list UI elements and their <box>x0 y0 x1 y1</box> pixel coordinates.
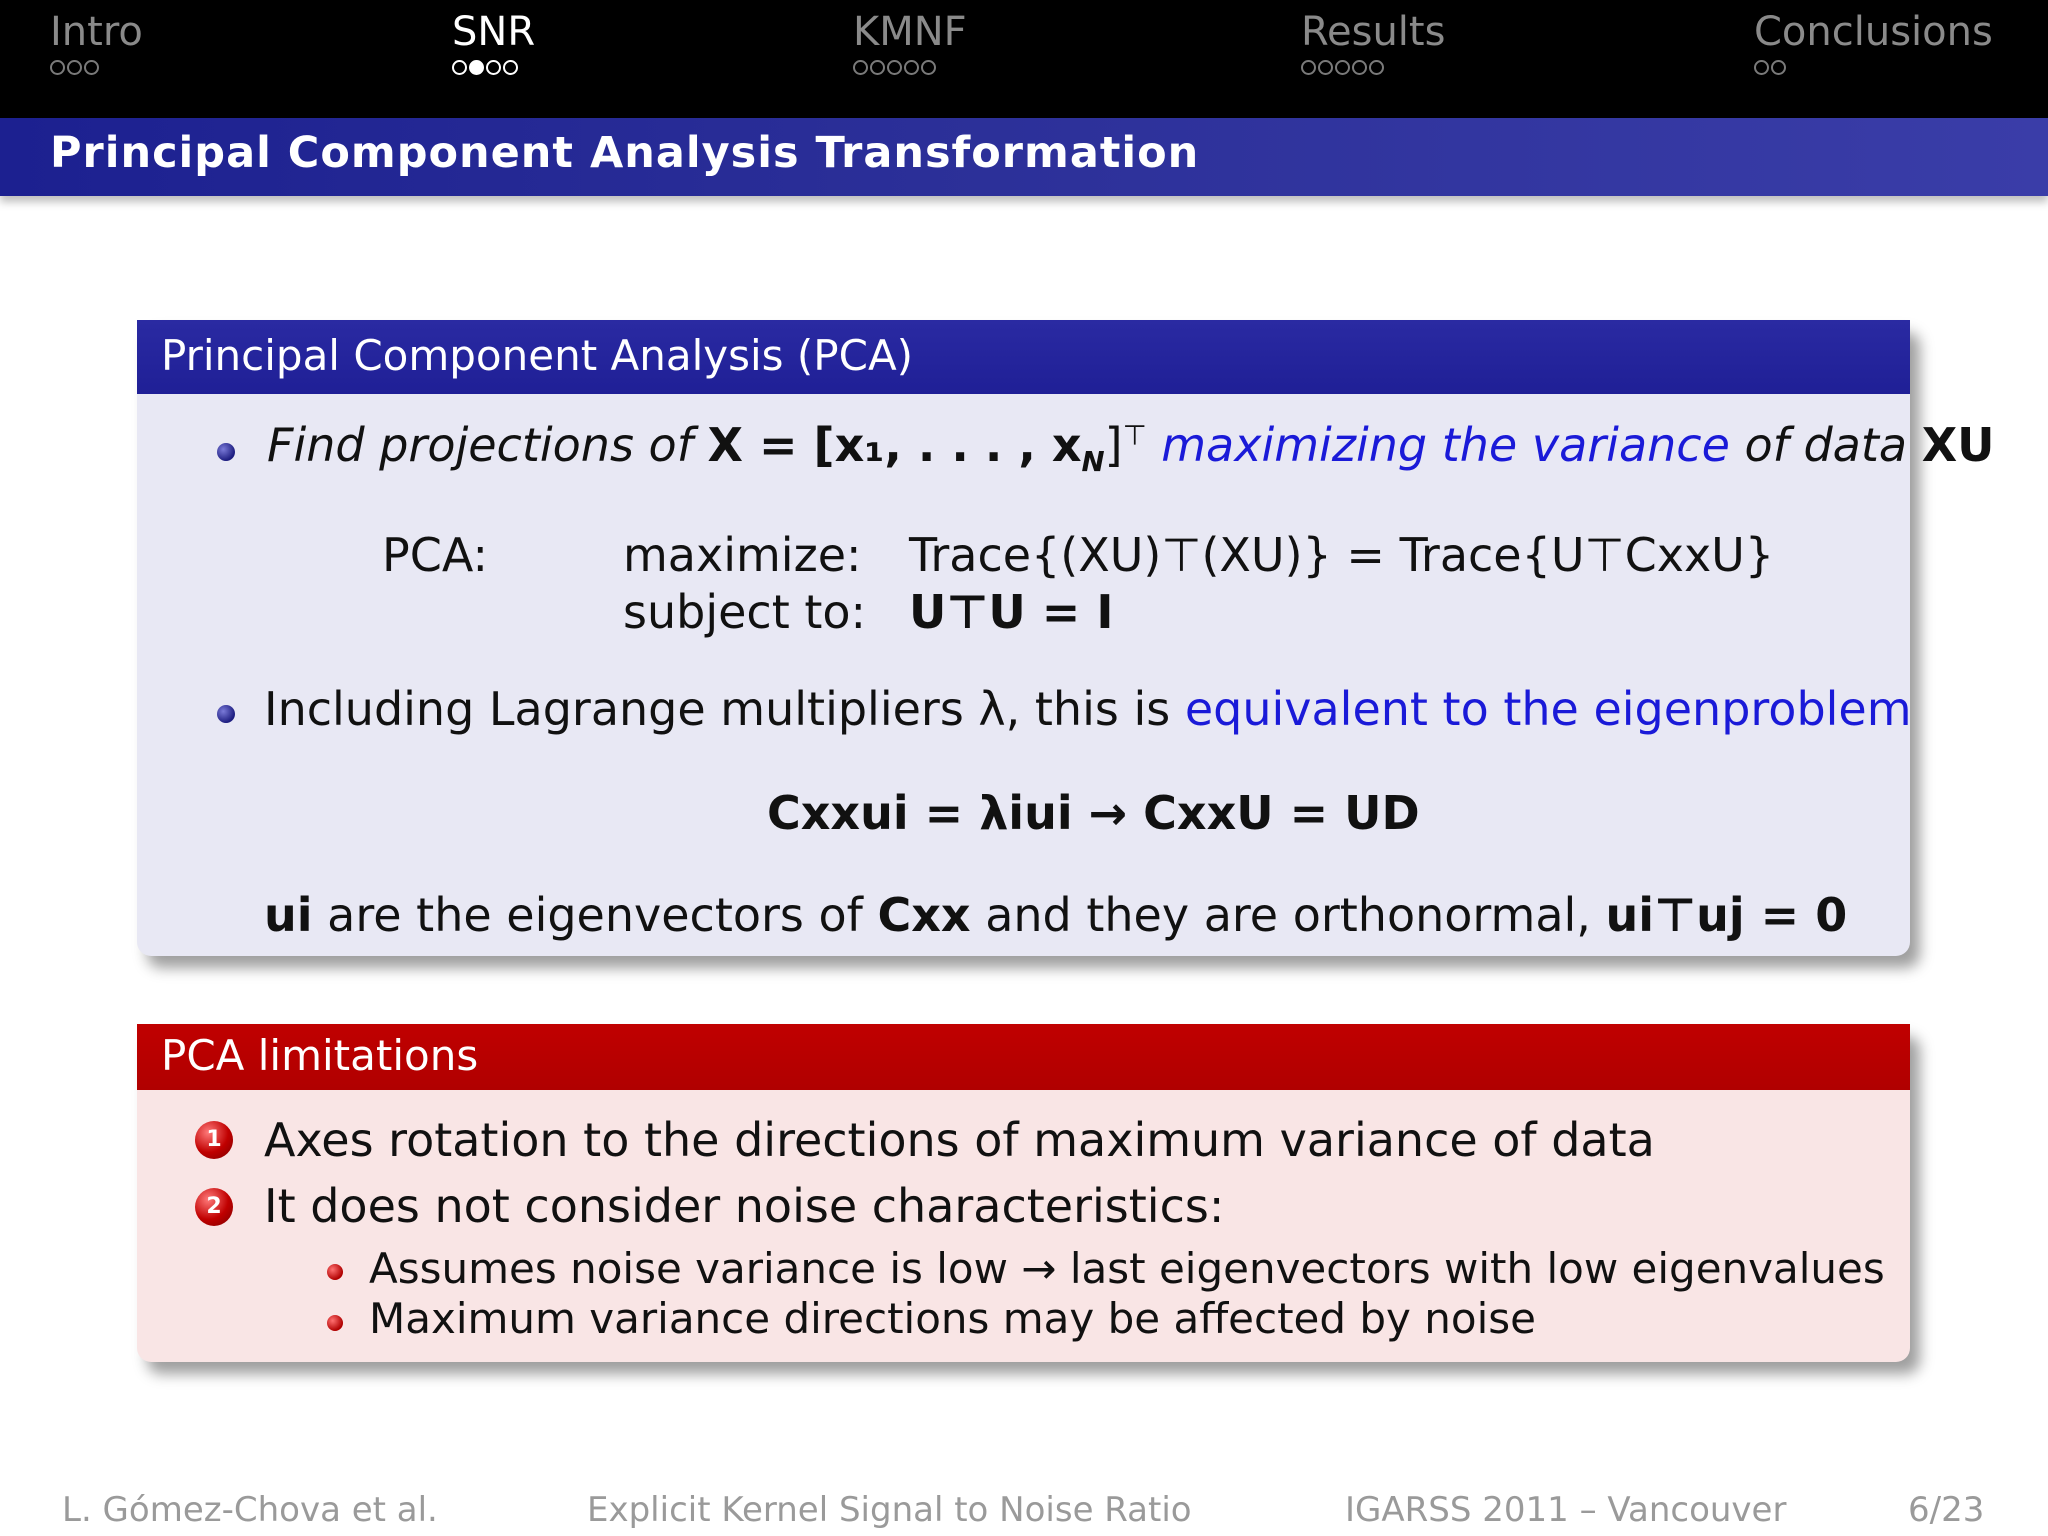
slide-dot[interactable] <box>1335 60 1350 75</box>
eigenvectors-text: are the eigenvectors of <box>327 888 863 942</box>
x-matrix-def: X = [x₁, . . . , x <box>707 418 1082 472</box>
nav-section-dots <box>1754 60 1993 75</box>
pca-block <box>137 320 1995 956</box>
xu-text: XU <box>1921 418 1995 472</box>
pca-block-title: Principal Component Analysis (PCA) <box>137 320 1910 394</box>
nav-section-title[interactable]: KMNF <box>853 9 967 55</box>
x-close: ] <box>1104 418 1123 472</box>
nav-section-results[interactable] <box>1301 6 1445 75</box>
slide-dot[interactable] <box>1318 60 1333 75</box>
nav-section-title[interactable]: Results <box>1301 9 1446 55</box>
slide-dot[interactable] <box>887 60 902 75</box>
eigenproblem-highlight: equivalent to the eigenproblem <box>1184 682 1912 736</box>
find-projections-text: Find projections of <box>267 418 693 472</box>
limitation-subitem-1: Assumes noise variance is low → last eigenvectors with low eigenvalues <box>369 1244 1885 1293</box>
orthonormal-text: and they are orthonormal, <box>985 888 1591 942</box>
slide-dot[interactable] <box>1771 60 1786 75</box>
limitation-subitem-2: Maximum variance directions may be affected by noise <box>369 1294 1536 1343</box>
section-navigation <box>0 0 2048 118</box>
orthonormal-expression: ui⊤uj = 0 <box>1605 888 1848 942</box>
nav-section-dots <box>50 60 143 75</box>
slide-dot[interactable] <box>503 60 518 75</box>
of-data-text: of data <box>1744 418 1908 472</box>
bullet-lagrange <box>264 681 1912 737</box>
transpose-symbol: ⊤ <box>1122 418 1147 452</box>
slide-dot[interactable] <box>50 60 65 75</box>
limitation-item-1: Axes rotation to the directions of maximum variance of data <box>264 1113 1655 1167</box>
nav-section-dots <box>452 60 535 75</box>
footer-page-number: 6/23 <box>1908 1490 1985 1530</box>
footer-title: Explicit Kernel Signal to Noise Ratio <box>587 1490 1192 1530</box>
nav-section-snr[interactable] <box>452 6 535 75</box>
orthonormal-note <box>264 887 1847 943</box>
frame-title-bar <box>0 118 2048 196</box>
nav-section-title[interactable]: SNR <box>452 9 536 55</box>
slide-dot[interactable] <box>870 60 885 75</box>
nav-section-title[interactable]: Conclusions <box>1754 9 1993 55</box>
nav-section-kmnf[interactable] <box>853 6 967 75</box>
slide-dot[interactable] <box>84 60 99 75</box>
slide-dot-current[interactable] <box>469 60 484 75</box>
frame-title: Principal Component Analysis Transformation <box>50 128 1200 178</box>
nav-section-dots <box>853 60 967 75</box>
footer-conference: IGARSS 2011 – Vancouver <box>1345 1490 1787 1530</box>
slide-dot[interactable] <box>452 60 467 75</box>
limitations-block <box>137 1024 1910 1362</box>
sub-bullet-icon <box>327 1315 343 1331</box>
cxx-symbol: Cxx <box>877 888 971 942</box>
slide-dot[interactable] <box>853 60 868 75</box>
ui-symbol: ui <box>264 888 313 942</box>
number-1-icon: 1 <box>195 1121 233 1159</box>
limitation-item-2: It does not consider noise characteristics: <box>264 1179 1225 1233</box>
slide-dot[interactable] <box>921 60 936 75</box>
slide-dot[interactable] <box>67 60 82 75</box>
bullet-find-projections <box>267 417 1995 479</box>
bullet-icon <box>217 705 235 723</box>
constraint-expression: U⊤U = I <box>909 585 1114 639</box>
slide-dot[interactable] <box>1369 60 1384 75</box>
slide-footer <box>0 1490 2048 1536</box>
limitations-block-title: PCA limitations <box>137 1024 1910 1090</box>
maximize-label: maximize: <box>623 528 862 582</box>
maximizing-variance-text: maximizing the variance <box>1161 418 1730 472</box>
footer-author: L. Gómez-Chova et al. <box>62 1490 438 1530</box>
nav-section-title[interactable]: Intro <box>50 9 143 55</box>
slide-dot[interactable] <box>1754 60 1769 75</box>
x-sub: N <box>1081 445 1105 479</box>
slide-dot[interactable] <box>486 60 501 75</box>
bullet-icon <box>217 443 235 461</box>
slide-dot[interactable] <box>1352 60 1367 75</box>
pca-label: PCA: <box>382 528 489 582</box>
nav-section-intro[interactable] <box>50 6 143 75</box>
nav-section-conclusions[interactable] <box>1754 6 1993 75</box>
objective-expression: Trace{(XU)⊤(XU)} = Trace{U⊤CxxU} <box>909 528 1775 582</box>
slide-dot[interactable] <box>1301 60 1316 75</box>
slide-dot[interactable] <box>904 60 919 75</box>
number-2-icon: 2 <box>195 1188 233 1226</box>
nav-section-dots <box>1301 60 1445 75</box>
sub-bullet-icon <box>327 1264 343 1280</box>
subject-to-label: subject to: <box>623 585 867 639</box>
lagrange-text: Including Lagrange multipliers λ, this is <box>264 682 1171 736</box>
eigen-equation: Cxxui = λiui → CxxU = UD <box>767 786 1420 840</box>
